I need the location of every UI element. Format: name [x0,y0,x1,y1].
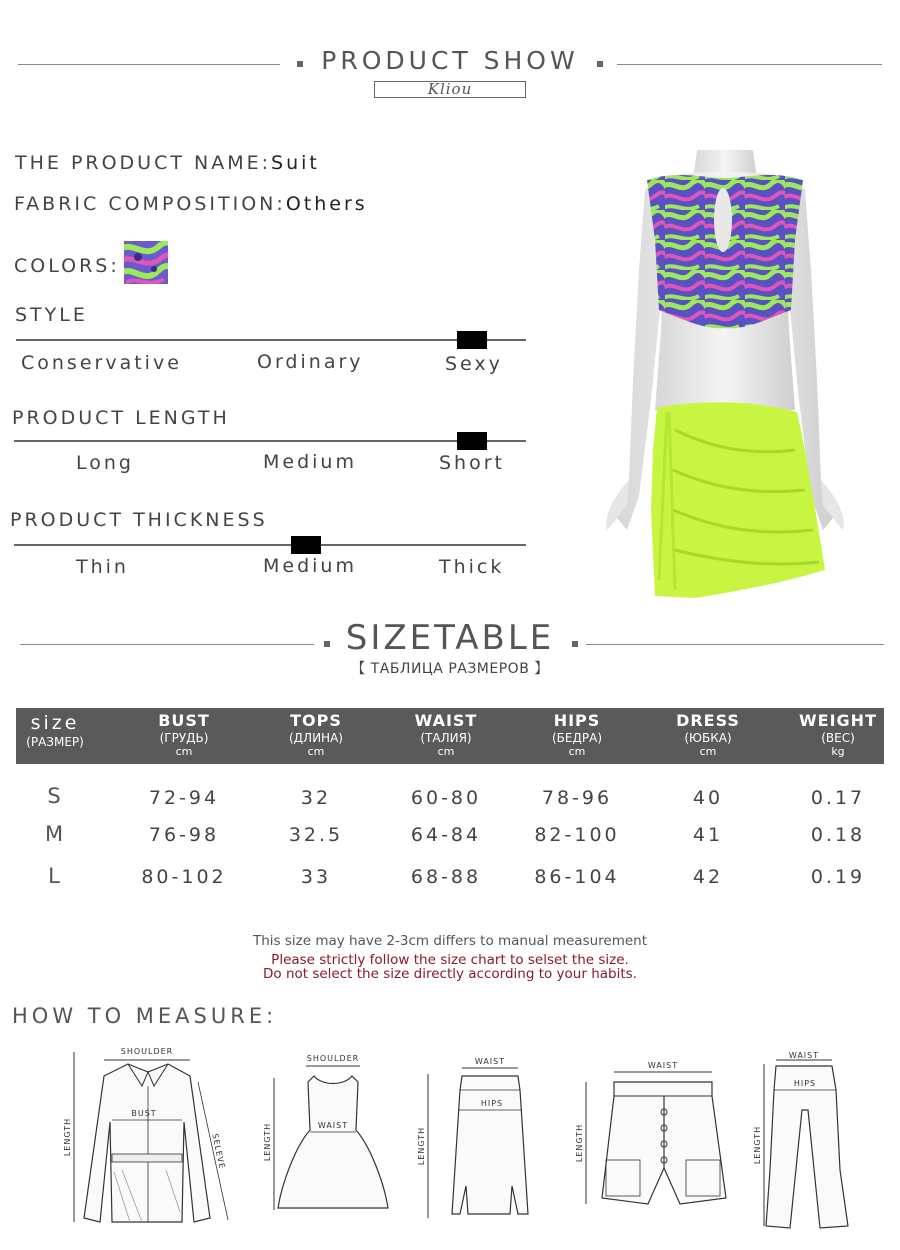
jacket-sleeve-label: SELEVE [210,1132,227,1171]
brand-box [374,81,526,98]
col-waist-sub: (ТАЛИЯ) [420,731,472,745]
col-tops [266,708,366,764]
shorts-waist-label: WAIST [647,1061,679,1070]
note-measurement: This size may have 2-3cm differs to manual measurement [252,933,648,949]
note-habits: Do not select the size directly according to your habits. [263,966,637,982]
col-tops-name: TOPS [290,711,342,730]
colors-label: COLORS: [14,255,120,277]
length-option-short: Short [439,452,505,474]
col-waist-name: WAIST [414,711,478,730]
row-l-bust: 80-102 [141,866,227,888]
product-photo [585,150,885,598]
size-table-header [16,708,884,764]
col-dress [658,708,758,764]
row-l-weight: 0.19 [810,866,866,888]
row-m-size: M [44,822,64,846]
brand-name: Kliou [427,80,473,98]
col-size-name: size [30,712,80,734]
header-rule-right [617,64,882,65]
row-m-bust: 76-98 [148,824,220,846]
length-option-medium: Medium [263,451,357,473]
shorts-diagram [570,1056,750,1216]
fabric-label: FABRIC COMPOSITION: [14,193,286,215]
jacket-bust-label: BUST [131,1109,157,1118]
row-s-hips: 78-96 [541,787,613,809]
col-dress-name: DRESS [676,711,740,730]
style-option-conservative: Conservative [21,352,182,374]
dress-shoulder-label: SHOULDER [306,1054,360,1063]
length-title: PRODUCT LENGTH [12,407,230,429]
product-name-label: THE PRODUCT NAME: [15,152,272,174]
jacket-length-label: LENGTH [63,1117,72,1157]
style-option-sexy: Sexy [445,353,503,375]
row-s-bust: 72-94 [148,787,220,809]
how-to-measure-title: HOW TO MEASURE: [12,1004,278,1028]
skirt-waist-label: WAIST [474,1057,506,1066]
style-scale-line [16,339,526,341]
thickness-option-thick: Thick [439,556,505,578]
row-m-hips: 82-100 [534,824,620,846]
sizetable-dot-right [572,641,578,647]
col-dress-sub: (ЮБКА) [684,731,732,745]
col-tops-unit: cm [307,745,325,758]
length-scale-marker[interactable] [457,432,487,450]
fabric-line [14,193,368,215]
row-s-weight: 0.17 [810,787,866,809]
pants-hips-label: HIPS [793,1079,817,1088]
style-scale-marker[interactable] [457,331,487,349]
sizetable-subtitle: 【 ТАБЛИЦА РАЗМЕРОВ 】 [351,661,549,677]
fabric-value: Others [285,193,368,215]
thickness-title: PRODUCT THICKNESS [10,509,268,531]
row-s-size: S [47,784,61,808]
header-title: PRODUCT SHOW [321,46,579,75]
thickness-option-thin: Thin [76,556,129,578]
row-s-dress: 40 [692,787,724,809]
pants-length-label: LENGTH [753,1125,762,1165]
row-s-waist: 60-80 [410,787,482,809]
swirl-pattern-swatch [124,241,168,284]
col-hips-name: HIPS [553,711,601,730]
dress-length-label: LENGTH [263,1122,272,1162]
col-waist-unit: cm [437,745,455,758]
col-hips [527,708,627,764]
row-m-tops: 32.5 [288,824,344,846]
thickness-option-medium: Medium [263,555,357,577]
col-weight-name: WEIGHT [799,711,877,730]
col-hips-sub: (БЕДРА) [552,731,602,745]
length-scale-line [14,440,526,442]
skirt-hips-label: HIPS [480,1099,504,1108]
product-name-value: Suit [271,152,320,174]
row-l-size: L [48,864,60,888]
col-weight-unit: kg [831,745,845,758]
skirt-length-label: LENGTH [417,1126,426,1166]
mannequin-image [585,150,885,598]
jacket-diagram [58,1042,238,1227]
dress-diagram [258,1050,408,1220]
pants-waist-label: WAIST [788,1051,820,1060]
note-follow-chart: Please strictly follow the size chart to selset the size. [271,952,629,968]
col-bust-name: BUST [158,711,210,730]
header-dot-right [597,61,603,67]
shorts-length-label: LENGTH [575,1123,584,1163]
col-weight [788,708,888,764]
col-size [16,708,94,764]
col-weight-sub: (ВЕС) [821,731,855,745]
thickness-scale-marker[interactable] [291,536,321,554]
col-hips-unit: cm [568,745,586,758]
row-l-waist: 68-88 [410,866,482,888]
row-l-tops: 33 [300,866,332,888]
color-swatch[interactable] [124,241,168,284]
jacket-shoulder-label: SHOULDER [120,1047,174,1056]
col-size-sub: (РАЗМЕР) [26,735,84,749]
col-bust-sub: (ГРУДЬ) [159,731,209,745]
length-option-long: Long [76,452,134,474]
sizetable-rule-right [586,644,884,645]
col-tops-sub: (ДЛИНА) [289,731,343,745]
pants-diagram [748,1050,868,1230]
product-name-line [15,152,320,174]
row-m-dress: 41 [692,824,724,846]
dress-waist-label: WAIST [317,1121,349,1130]
row-m-weight: 0.18 [810,824,866,846]
col-dress-unit: cm [699,745,717,758]
col-bust-unit: cm [175,745,193,758]
row-l-dress: 42 [692,866,724,888]
style-option-ordinary: Ordinary [257,351,364,373]
row-m-waist: 64-84 [410,824,482,846]
row-l-hips: 86-104 [534,866,620,888]
col-waist [396,708,496,764]
col-bust [134,708,234,764]
sizetable-title: SIZETABLE [345,618,555,658]
row-s-tops: 32 [300,787,332,809]
style-title: STYLE [15,304,88,326]
skirt-diagram [412,1054,552,1224]
thickness-scale-line [14,544,526,546]
